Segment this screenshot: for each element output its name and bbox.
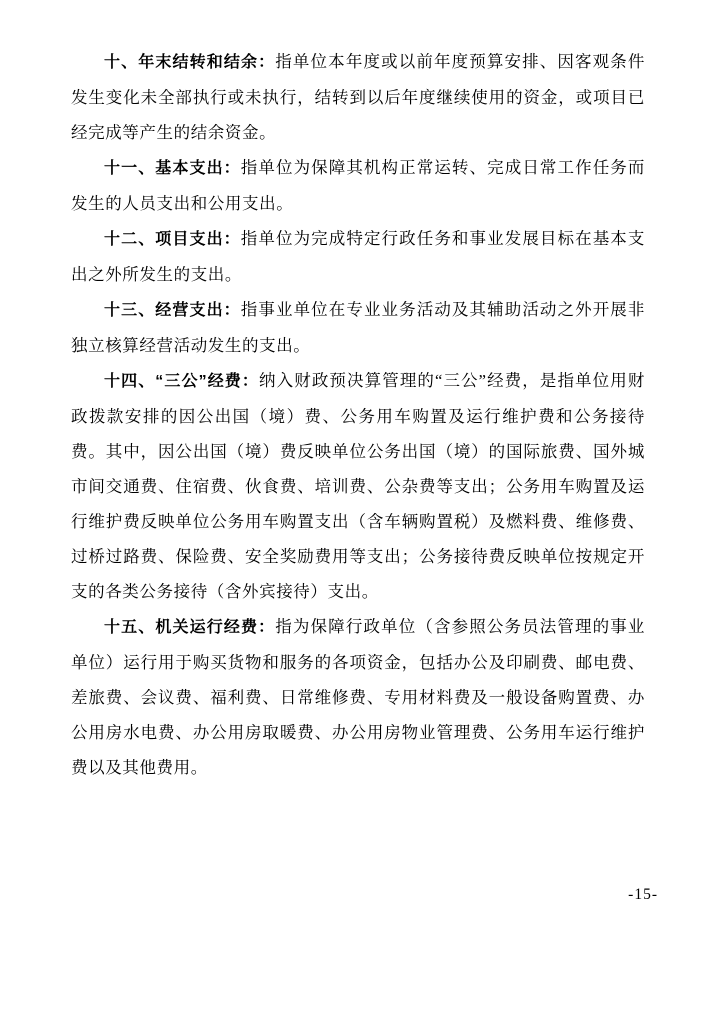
term-label: 十、年末结转和结余： — [104, 54, 276, 71]
term-label: 十一、基本支出： — [104, 160, 241, 177]
paragraph-text: 指事业单位在专业业务活动及其辅助活动之外开展非独立核算经营活动发生的支出。 — [71, 300, 645, 355]
page-number: -15- — [628, 886, 658, 903]
paragraph — [71, 150, 645, 221]
document-body — [71, 44, 645, 785]
term-label: 十五、机关运行经费： — [104, 619, 276, 636]
paragraph — [71, 609, 645, 785]
paragraph-text: 指单位为完成特定行政任务和事业发展目标在基本支出之外所发生的支出。 — [71, 229, 645, 284]
paragraph-text: 指为保障行政单位（含参照公务员法管理的事业单位）运行用于购买货物和服务的各项资金，包括办公及印刷费、邮电费、差旅费、会议费、福利费、日常维修费、专用材料费及一般设备购置费、办公用房水电费、办公用房取暖费、办公用房物业管理费、公务用车运行维护费以及其他费用。 — [71, 617, 645, 777]
paragraph — [71, 44, 645, 150]
term-label: 十四、“三公”经费： — [104, 373, 260, 390]
paragraph — [71, 292, 645, 363]
term-label: 十二、项目支出： — [104, 231, 241, 248]
paragraph-text: 指单位为保障其机构正常运转、完成日常工作任务而发生的人员支出和公用支出。 — [71, 158, 645, 213]
paragraph-text: 指单位本年度或以前年度预算安排、因客观条件发生变化未全部执行或未执行，结转到以后年度继续使用的资金，或项目已经完成等产生的结余资金。 — [71, 52, 645, 142]
paragraph-text: 纳入财政预决算管理的“三公”经费，是指单位用财政拨款安排的因公出国（境）费、公务用车购置及运行维护费和公务接待费。其中，因公出国（境）费反映单位公务出国（境）的国际旅费、国外城市间交通费、住宿费、伙食费、培训费、公杂费等支出；公务用车购置及运行维护费反映单位公务用车购置支出（含车辆购置税）及燃料费、维修费、过桥过路费、保险费、安全奖励费用等支出；公务接待费反映单位按规定开支的各类公务接待（含外宾接待）支出。 — [71, 371, 645, 601]
term-label: 十三、经营支出： — [104, 302, 241, 319]
paragraph — [71, 363, 645, 609]
paragraph — [71, 221, 645, 292]
